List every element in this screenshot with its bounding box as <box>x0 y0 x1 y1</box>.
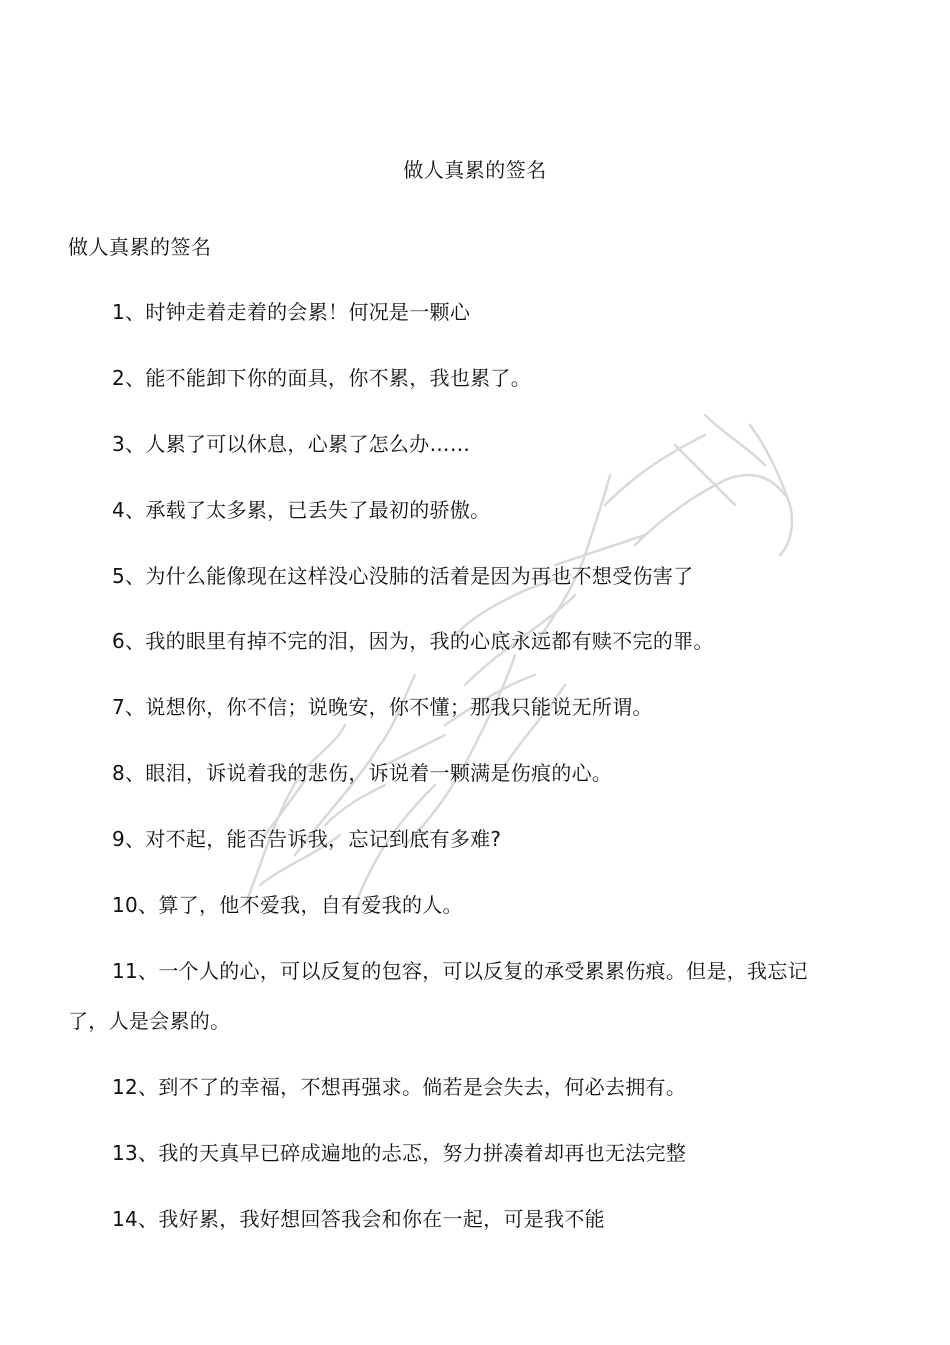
watermark-seal <box>205 385 805 945</box>
list-item: 12、到不了的幸福，不想再强求。倘若是会失去，何必去拥有。 <box>112 1075 687 1099</box>
list-item: 14、我好累，我好想回答我会和你在一起，可是我不能 <box>112 1207 605 1231</box>
list-item: 4、承载了太多累，已丢失了最初的骄傲。 <box>112 498 491 522</box>
list-item: 10、算了，他不爱我，自有爱我的人。 <box>112 893 463 917</box>
list-item: 1、时钟走着走着的会累！何况是一颗心 <box>112 300 471 324</box>
list-item: 11、一个人的心，可以反复的包容，可以反复的承受累累伤痕。但是，我忘记 <box>112 959 808 983</box>
list-item: 13、我的天真早已碎成遍地的忐忑，努力拼凑着却再也无法完整 <box>112 1141 687 1165</box>
list-item: 2、能不能卸下你的面具，你不累，我也累了。 <box>112 366 532 390</box>
list-item: 5、为什么能像现在这样没心没肺的活着是因为再也不想受伤害了 <box>112 564 694 588</box>
document-title: 做人真累的签名 <box>403 158 547 182</box>
list-item: 7、说想你，你不信；说晚安，你不懂；那我只能说无所谓。 <box>112 695 653 719</box>
list-item: 8、眼泪，诉说着我的悲伤，诉说着一颗满是伤痕的心。 <box>112 761 613 785</box>
list-item-continuation: 了，人是会累的。 <box>68 1009 231 1033</box>
list-item: 9、对不起，能否告诉我，忘记到底有多难? <box>112 827 502 851</box>
section-heading: 做人真累的签名 <box>68 235 212 259</box>
list-item: 6、我的眼里有掉不完的泪，因为，我的心底永远都有赎不完的罪。 <box>112 629 714 653</box>
list-item: 3、人累了可以休息，心累了怎么办…… <box>112 432 471 456</box>
